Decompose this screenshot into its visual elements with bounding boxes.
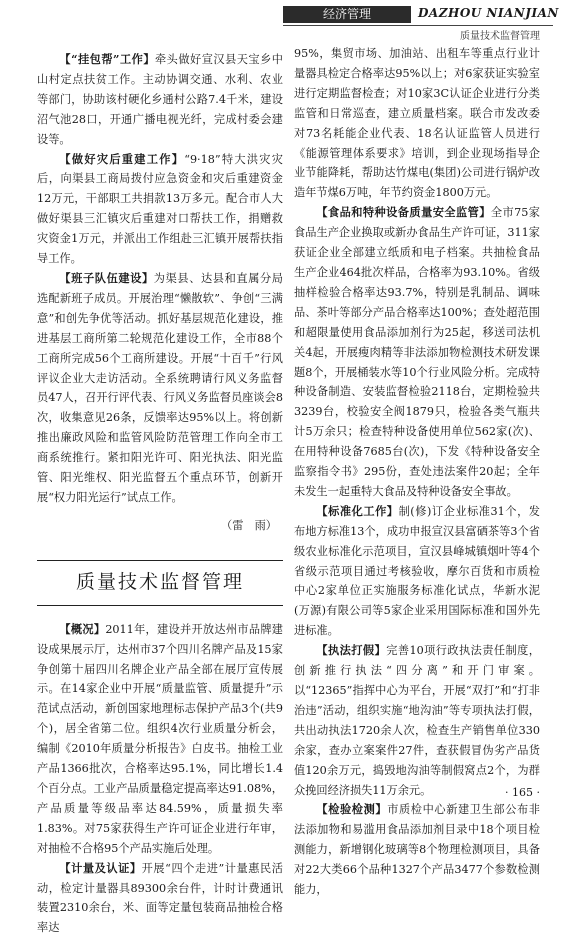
paragraph-text: 牵头做好宣汉县天宝乡中山村定点扶贫工作。主动协调交通、水利、农业等部门，协助该村硬化乡通村公路7.4千米，建设沼气池28口，开通广播电视光纤，完成村委会建设等。	[37, 53, 283, 146]
page-number: · 165 ·	[505, 786, 540, 799]
paragraph-metrology	[37, 859, 283, 938]
paragraph-heading: 【概况】	[59, 621, 106, 636]
paragraph-heading: 【检验检测】	[316, 802, 388, 817]
paragraph-heading: 【食品和特种设备质量安全监管】	[316, 205, 491, 220]
paragraph-team-building	[37, 269, 283, 508]
paragraph-metrology-cont: 95%，集贸市场、加油站、出租车等重点行业计量器具检定合格率达95%以上；对6家获证实验室进行定期监督检查；对10家3C认证企业进行分类监管和日常巡查，建立质量档案。联合市发改委对73名耗能企业代表、18名认证监管人员进行《能源管理体系要求》培训，到企业现场指导企业节能降耗，帮助达竹煤电(集团)公司进行锅炉改造年节煤6万吨，年节约资金1800万元。	[294, 47, 540, 200]
paragraph-disaster-rebuild	[37, 150, 283, 269]
paragraph-heading: 【计量及认证】	[59, 860, 142, 875]
paragraph-heading: 【“挂包帮”工作】	[59, 52, 155, 66]
paragraph-text: 市质检中心新建卫生部公布非法添加物和易滥用食品添加剂目录中18个项目检测能力，新增钢化玻璃等8个物理检测项目，具备对22大类66个品种1327个产品3477个参数检测能力，	[294, 803, 540, 897]
paragraph-heading: 【班子队伍建设】	[59, 270, 154, 285]
section-title: 质量技术监督管理	[37, 560, 283, 606]
paragraph-poverty-aid	[37, 50, 283, 150]
paragraph-text: 开展“四个走进”计量惠民活动，检定计量器具89300余台件，计时计费通讯装置2310余台，米、面等定量包装商品抽检合格率达	[37, 861, 283, 935]
paragraph-heading: 【执法打假】	[316, 643, 387, 658]
header-rule	[283, 25, 553, 26]
paragraph-inspection	[294, 800, 540, 900]
paragraph-text: 2011年，建设并开放达州市品牌建设成果展示厅，达州市37个四川名牌产品及15家争创第十届四川名牌企业产品全部在展厅宣传展示。在14家企业中开展“质量监管、质量提升”示范试点活动，新创国家地理标志保护产品3个(共9个)，居全省第二位。组织4次行业质量分析会，编制《2010年质量分析报告》白皮书。抽检工业产品1366批次，合格率达95.1%，同比增长1.4个百分点。工业产品质量稳定提高率达91.08%，产品质量等级品率达84.59%，质量损失率1.83%。对75家获得生产许可证企业进行年审，对抽检不合格95个产品实施后处理。	[37, 622, 283, 855]
paragraph-law-enforcement	[294, 641, 540, 800]
section-tag: 经济管理	[283, 6, 411, 23]
author-signature: （雷 雨）	[221, 518, 277, 532]
paragraph-text: 为渠县、达县和直属分局选配新班子成员。开展治理“懒散软”、争创“三满意”和创先争优等活动。抓好基层规范化建设，推进基层工商所第二轮规范化建设工作，全市88个工商所完成56个工商所建设。开展“十百千”行风评议企业大走访活动。全系统聘请行风义务监督员47人，召开行评代表、行风义务监督员座谈会8次，收集意见26条，反馈率达95%以上。将创新推出廉政风险和监管风险防范管理工作向全市工商系统推行。紧扣阳光许可、阳光执法、阳光监管、阳光维权、阳光监督五个重点环节，创新开展“权力阳光运行”试点工作。	[37, 271, 283, 504]
paragraph-heading: 【标准化工作】	[316, 503, 399, 518]
subsection-title: 质量技术监督管理	[460, 31, 540, 42]
paragraph-food-safety	[294, 203, 540, 502]
paragraph-text: 全市75家食品生产企业换取或新办食品生产许可证，311家获证企业全部建立纸质和电子档案。共抽检食品生产企业464批次样品，合格率为93.10%。省级抽样检验合格率达93.7%，特别是乳制品、调味品、茶叶等部分产品合格率达100%；查处超范围和超限量使用食品添加剂行为25起，移送司法机关4起，开展瘦肉精等非法添加物检测技术研发课题8个，开展桶装水等10个行业风险分析。完成特种设备制造、安装监督检验2118台，定期检验共3239台，校验安全阀1879只，检验各类气瓶共计5万余只；检查特种设备使用单位562家(次)、在用特种设备7685台(次)，下发《特种设备安全监察指令书》295份，查处违法案件20起；全年未发生一起重特大食品及特种设备安全事故。	[294, 206, 540, 498]
paragraph-text: “9·18”特大洪灾灾后，向渠县工商局拨付应急资金和灾后重建资金12万元，干部职工共捐款13万多元。配合市人大做好渠县三汇镇灾后重建对口帮扶工作，捐赠救灾资金1万元，并派出工作组赴三汇镇开展帮扶指导工作。	[37, 152, 283, 266]
left-column	[37, 50, 283, 935]
paragraph-overview	[37, 620, 283, 859]
journal-title: DAZHOU NIANJIAN	[418, 6, 559, 20]
paragraph-text: 完善10项行政执法责任制度，创新推行执法“四分离”和开门审案。以“12365”指挥中心为平台，开展“双打”和“打非治违”活动，组织实施“地沟油”等专项执法打假，共出动执法1720余人次，检查生产销售单位330余家，查办立案案件27件，查获假冒伪劣产品货值120余万元，捣毁地沟油等制假窝点2个，为群众挽回经济损失11万余元。	[294, 644, 540, 797]
page-header	[0, 0, 565, 40]
paragraph-text: 制(修)订企业标准31个，发布地方标准13个，成功申报宣汉县富硒茶等3个省级农业标准化示范项目，宣汉县峰城镇烟叶等4个省级示范项目通过考核验收，摩尔百货和市质检中心2家单位正实施服务标准化试点，华新水泥(万源)有限公司等5家企业采用国际标准和国外先进标准。	[294, 504, 540, 638]
paragraph-standardization	[294, 502, 540, 641]
paragraph-heading: 【做好灾后重建工作】	[59, 151, 185, 166]
